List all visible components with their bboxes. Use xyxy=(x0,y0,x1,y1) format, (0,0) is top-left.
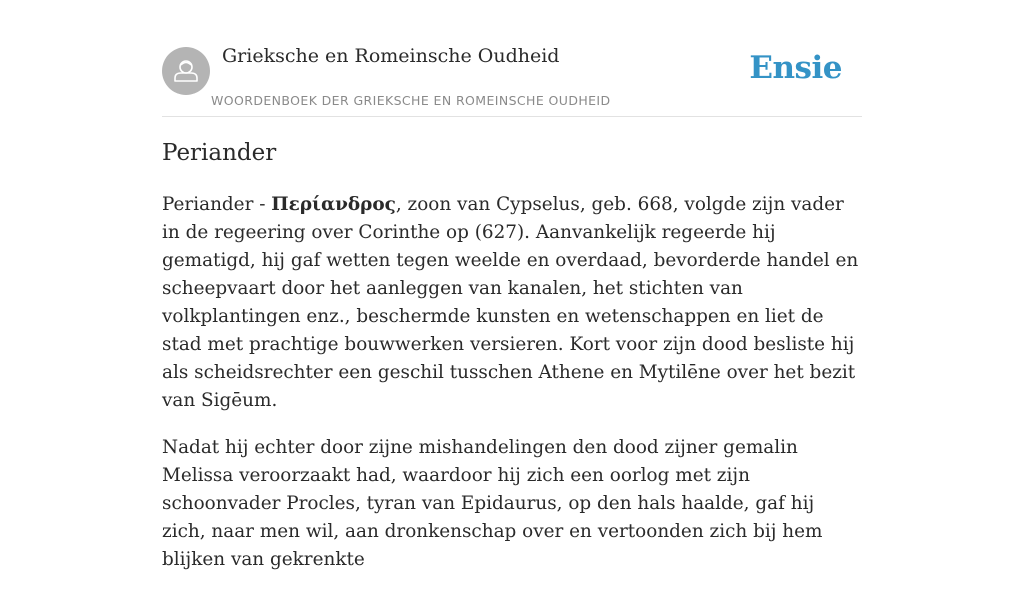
avatar[interactable] xyxy=(162,47,210,95)
source-header xyxy=(162,0,862,117)
source-subtitle: WOORDENBOEK DER GRIEKSCHE EN ROMEINSCHE OUDHEID xyxy=(211,93,611,108)
article-paragraph xyxy=(162,191,862,415)
article-body xyxy=(162,191,862,593)
page-title: Periander xyxy=(162,140,277,166)
brand-logo-link[interactable]: Ensie xyxy=(749,50,842,86)
term-lead: Periander - xyxy=(162,194,272,215)
source-title[interactable]: Grieksche en Romeinsche Oudheid xyxy=(222,45,560,67)
greek-term: Περίανδρος xyxy=(271,194,396,215)
user-silhouette-icon xyxy=(162,47,210,95)
paragraph-text: , zoon van Cypselus, geb. 668, volgde zijn vader in de regeering over Corinthe op (627). Aanvankelijk regeerde hij gematigd, hij gaf wetten tegen weelde en overdaad, bevorderde handel en scheepvaart door het aanleggen van kanalen, het stichten van volkplantingen enz., beschermde kunsten en wetenschappen en liet de stad met prachtige bouwwerken versieren. Kort voor zijn dood besliste hij als scheidsrechter een geschil tusschen Athene en Mytilēne over het bezit van Sigēum. xyxy=(162,194,859,411)
article-paragraph: Nadat hij echter door zijne mishandelingen den dood zijner gemalin Melissa veroorzaakt had, waardoor hij zich een oorlog met zijn schoonvader Procles, tyran van Epidaurus, op den hals haalde, gaf hij zich, naar men wil, aan dronkenschap over en vertoonden zich bij hem blijken van gekrenkte xyxy=(162,437,823,570)
